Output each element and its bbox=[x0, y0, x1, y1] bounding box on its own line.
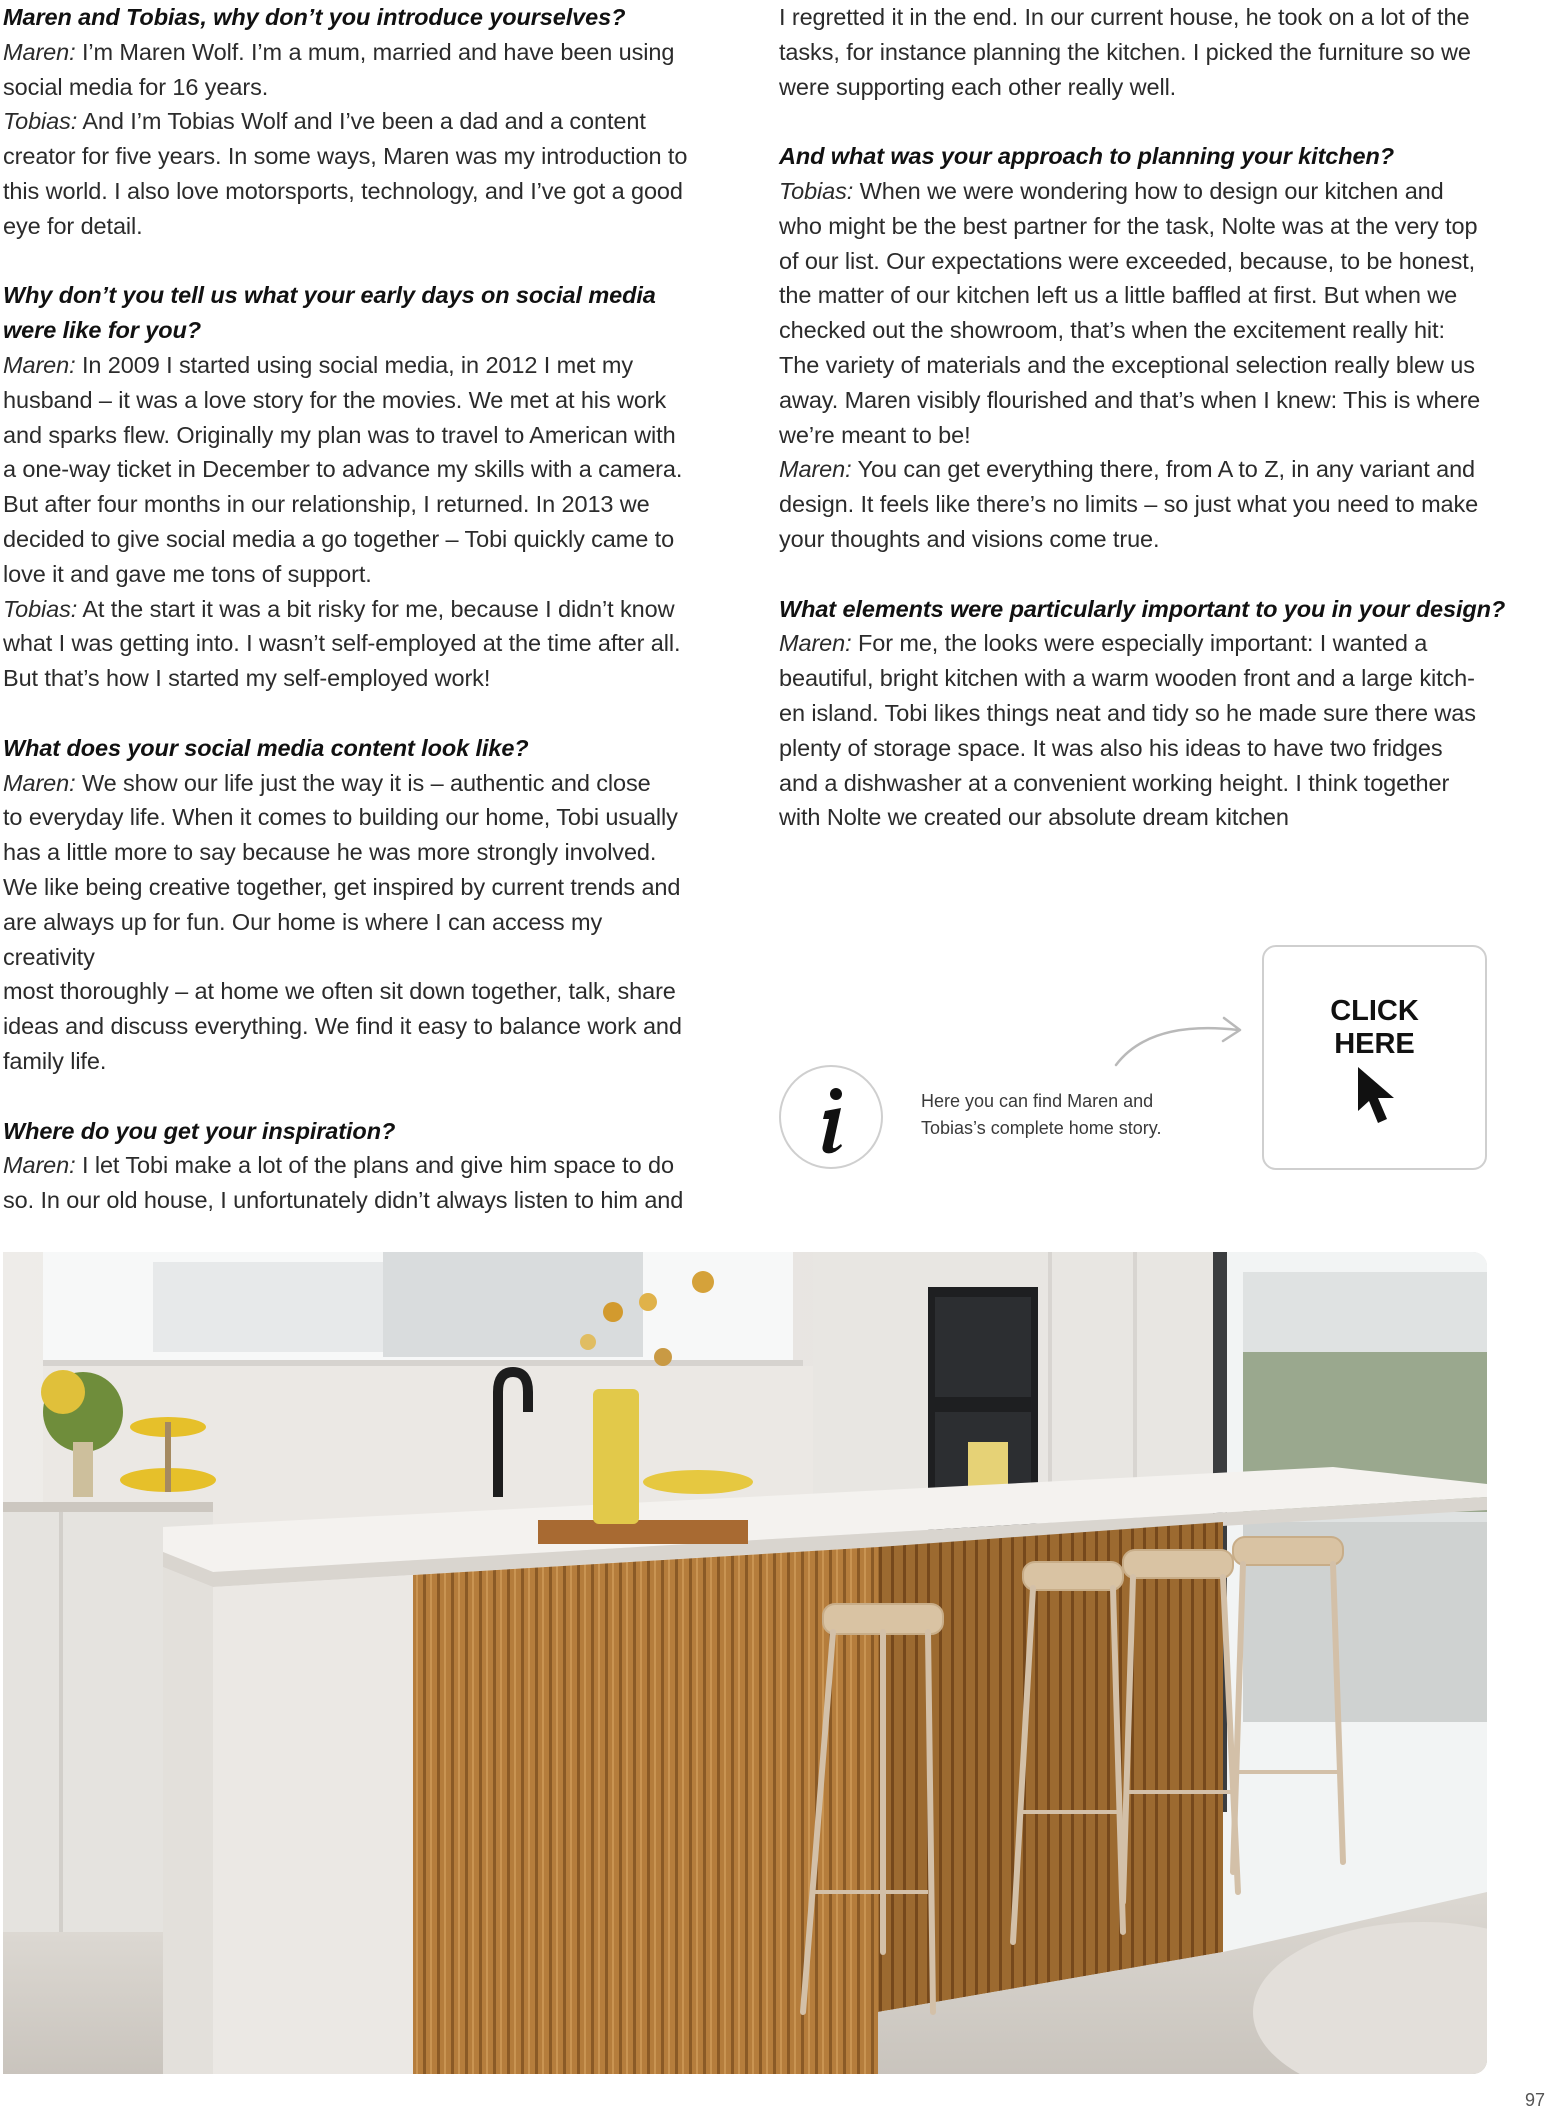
speaker-label: Tobias: bbox=[779, 177, 854, 204]
answer-paragraph bbox=[779, 174, 1509, 452]
answer-text: We show our life just the way it is – authentic and close to everyday life. When it comes to building our home, Tobi usually has a little more to say because he was more strongly involved. We like being creative together, get inspired by current trends and are always up for fun. Our home is where I can access my creativity most thoroughly – at home we often sit down together, talk, share ideas and discuss everything. We find it easy to balance work and family life. bbox=[3, 769, 682, 1074]
speaker-label: Maren: bbox=[3, 351, 76, 378]
speaker-label: Maren: bbox=[3, 1152, 76, 1179]
article-right-column bbox=[779, 0, 1509, 835]
speaker-label: Maren: bbox=[3, 38, 76, 65]
question-heading: Why don’t you tell us what your early days on social media were like for you? bbox=[3, 282, 656, 344]
answer-paragraph bbox=[779, 626, 1509, 835]
answer-paragraph bbox=[3, 35, 693, 105]
answer-text: I’m Maren Wolf. I’m a mum, married and have been using social media for 16 years. bbox=[3, 38, 675, 100]
page-number: 97 bbox=[1525, 2090, 1546, 2110]
question-heading: What does your social media content look like? bbox=[3, 734, 529, 761]
answer-paragraph bbox=[3, 348, 693, 592]
answer-paragraph: I regretted it in the end. In our current house, he took on a lot of the tasks, for instance planning the kitchen. I picked the furniture so we were supporting each other really well. bbox=[779, 4, 1471, 100]
question-heading: Maren and Tobias, why don’t you introduce yourselves? bbox=[3, 4, 626, 30]
speaker-label: Tobias: bbox=[3, 108, 78, 135]
kitchen-island-photo bbox=[3, 1252, 1487, 2074]
answer-text: At the start it was a bit risky for me, because I didn’t know what I was getting into. I wasn’t self-employed at the time after all. But that’s how I started my self-employed work! bbox=[3, 595, 681, 692]
answer-paragraph bbox=[3, 766, 693, 1079]
answer-paragraph bbox=[3, 104, 693, 243]
answer-text: And I’m Tobias Wolf and I’ve been a dad and a content creator for five years. In some ways, Maren was my introduction to this world. I also love motorsports, technology, and I’ve got a good eye for detail. bbox=[3, 108, 688, 239]
answer-paragraph bbox=[779, 452, 1509, 556]
info-text: Here you can find Maren and Tobias’s complete home story. bbox=[921, 1091, 1162, 1138]
speaker-label: Maren: bbox=[779, 630, 852, 657]
info-icon bbox=[779, 1065, 883, 1169]
curved-arrow-icon bbox=[1110, 1005, 1250, 1070]
kitchen-illustration bbox=[3, 1252, 1487, 2074]
question-heading: What elements were particularly important to you in your design? bbox=[779, 595, 1506, 622]
article-left-column bbox=[3, 0, 693, 1218]
answer-text: When we were wondering how to design our kitchen and who might be the best partner for the task, Nolte was at the very top of our list. Our expectations were exceeded, because, to be honest, the matter of our kitchen left us a little baffled at first. But when we checked out the showroom, that’s when the excitement really hit: The variety of materials and the exceptional selection really blew us away. Maren visibly flourished and that’s when I knew: This is where we’re meant to be! bbox=[779, 177, 1481, 448]
click-here-button[interactable] bbox=[1262, 945, 1487, 1170]
answer-paragraph bbox=[3, 1148, 693, 1218]
speaker-label: Maren: bbox=[779, 456, 852, 483]
question-heading: And what was your approach to planning your kitchen? bbox=[779, 143, 1394, 170]
answer-text: I let Tobi make a lot of the plans and give him space to do so. In our old house, I unfortunately didn’t always listen to him and bbox=[3, 1152, 684, 1214]
answer-text: For me, the looks were especially important: I wanted a beautiful, bright kitchen with a warm wooden front and a large kitch- en island. Tobi likes things neat and tidy so he made sure there was plenty of storage space. It was also his ideas to have two fridges and a dishwasher at a convenient working height. I think together with Nolte we created our absolute dream kitchen bbox=[779, 630, 1476, 831]
answer-text: In 2009 I started using social media, in 2012 I met my husband – it was a love story for the movies. We met at his work and sparks flew. Originally my plan was to travel to American with a one-way ticket in December to advance my skills with a camera. But after four months in our relationship, I returned. In 2013 we decided to give social media a go together – Tobi quickly came to love it and gave me tons of support. bbox=[3, 351, 683, 587]
speaker-label: Tobias: bbox=[3, 595, 78, 622]
cursor-arrow-icon bbox=[1356, 1065, 1404, 1133]
question-heading: Where do you get your inspiration? bbox=[3, 1117, 396, 1144]
click-here-label: CLICK HERE bbox=[1330, 995, 1419, 1060]
speaker-label: Maren: bbox=[3, 769, 76, 796]
answer-text: You can get everything there, from A to Z, in any variant and design. It feels like there’s no limits – so just what you need to make your thoughts and visions come true. bbox=[779, 456, 1479, 552]
answer-paragraph bbox=[3, 592, 693, 696]
